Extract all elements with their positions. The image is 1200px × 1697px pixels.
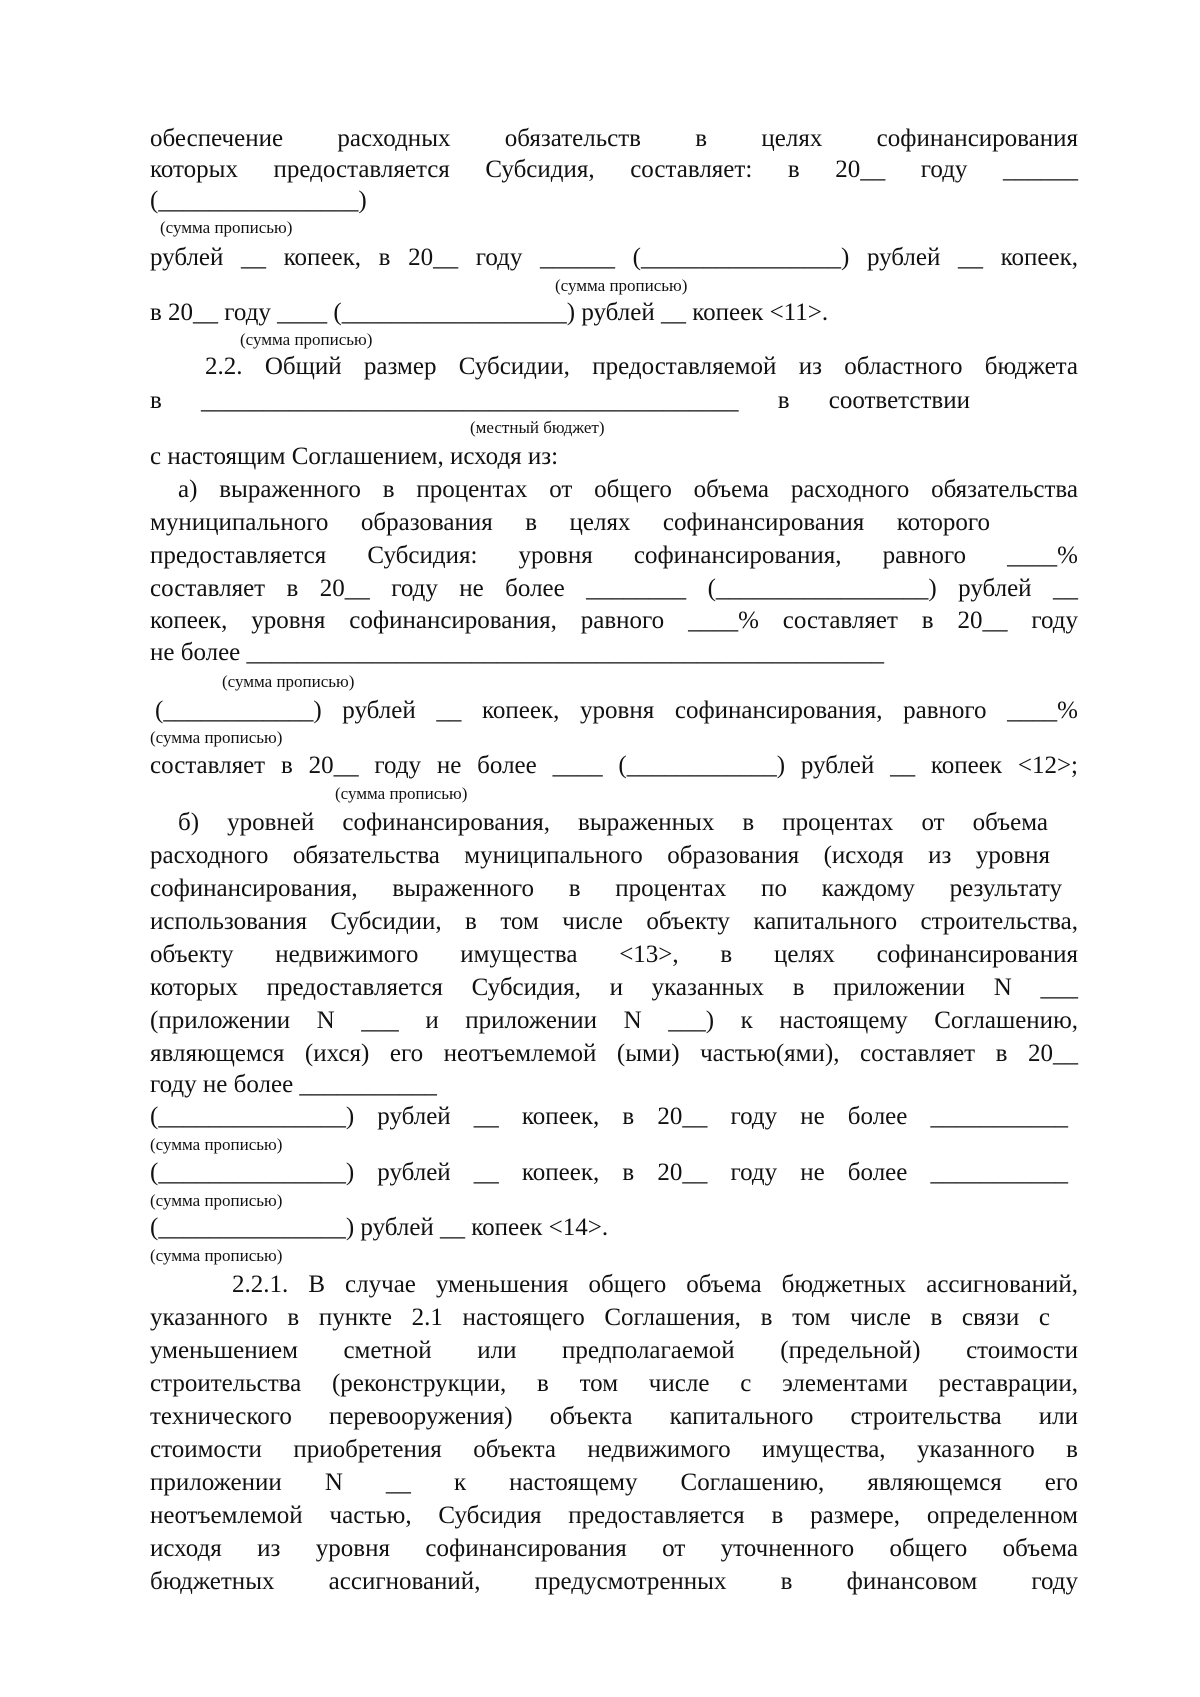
- caption-sum-in-words: (сумма прописью): [150, 1191, 283, 1210]
- text-line: исходя из уровня софинансирования от уточненного общего объема: [150, 1535, 1078, 1562]
- caption-local-budget: (местный бюджет): [470, 418, 605, 437]
- caption-sum-in-words: (сумма прописью): [240, 330, 373, 349]
- caption-sum-in-words: (сумма прописью): [150, 1246, 283, 1265]
- text-line: стоимости приобретения объекта недвижимого имущества, указанного в: [150, 1436, 1078, 1463]
- item-b-first-line: б) уровней софинансирования, выраженных в процентах от объема: [178, 809, 1048, 836]
- text-line: (_______________) рублей __ копеек, в 20__ году не более ___________: [150, 1103, 1068, 1130]
- section-2-2-1-heading: 2.2.1. В случае уменьшения общего объема бюджетных ассигнований,: [232, 1271, 1078, 1298]
- text-line: рублей __ копеек, в 20__ году ______ (________________) рублей __ копеек,: [150, 244, 1078, 271]
- caption-sum-in-words: (сумма прописью): [160, 218, 293, 237]
- text-line: копеек, уровня софинансирования, равного ____% составляет в 20__ году: [150, 607, 1078, 634]
- text-line: в 20__ году ____ (__________________) рублей __ копеек <11>.: [150, 299, 829, 326]
- text-line: (________________): [150, 187, 367, 214]
- caption-sum-in-words: (сумма прописью): [150, 1135, 283, 1154]
- text-line: предоставляется Субсидия: уровня софинансирования, равного ____%: [150, 542, 1078, 569]
- caption-sum-in-words: (сумма прописью): [555, 276, 688, 295]
- caption-sum-in-words: (сумма прописью): [335, 784, 468, 803]
- text-line: указанного в пункте 2.1 настоящего Соглашения, в том числе в связи с: [150, 1304, 1050, 1331]
- text-line: которых предоставляется Субсидия, составляет: в 20__ году ______: [150, 156, 1078, 183]
- section-2-2-heading: 2.2. Общий размер Субсидии, предоставляемой из областного бюджета: [205, 353, 1078, 380]
- text-line: (приложении N ___ и приложении N ___) к настоящему Соглашению,: [150, 1007, 1078, 1034]
- text-line: являющемся (ихся) его неотъемлемой (ыми) частью(ями), составляет в 20__: [150, 1040, 1078, 1067]
- caption-sum-in-words: (сумма прописью): [150, 728, 283, 747]
- text-line: в ___________________________________________ в соответствии: [150, 387, 970, 414]
- text-line: (____________) рублей __ копеек, уровня софинансирования, равного ____%: [155, 697, 1078, 724]
- text-line: бюджетных ассигнований, предусмотренных в финансовом году: [150, 1568, 1078, 1595]
- caption-sum-in-words: (сумма прописью): [222, 672, 355, 691]
- text-line: не более ___________________________________________________: [150, 639, 885, 666]
- text-line: строительства (реконструкции, в том числе с элементами реставрации,: [150, 1370, 1078, 1397]
- text-line: (_______________) рублей __ копеек, в 20__ году не более ___________: [150, 1159, 1068, 1186]
- text-line: обеспечение расходных обязательств в целях софинансирования: [150, 125, 1078, 152]
- text-line: (_______________) рублей __ копеек <14>.: [150, 1214, 609, 1241]
- text-line: объекту недвижимого имущества <13>, в целях софинансирования: [150, 941, 1078, 968]
- text-line: году не более ___________: [150, 1071, 437, 1098]
- text-line: приложении N __ к настоящему Соглашению, являющемся его: [150, 1469, 1078, 1496]
- item-a-first-line: а) выраженного в процентах от общего объема расходного обязательства: [178, 476, 1078, 503]
- text-line: софинансирования, выраженного в процентах по каждому результату: [150, 875, 1062, 902]
- text-line: уменьшением сметной или предполагаемой (предельной) стоимости: [150, 1337, 1078, 1364]
- text-line: которых предоставляется Субсидия, и указанных в приложении N ___: [150, 974, 1078, 1001]
- text-line: с настоящим Соглашением, исходя из:: [150, 443, 559, 470]
- text-line: составляет в 20__ году не более ____ (____________) рублей __ копеек <12>;: [150, 752, 1078, 779]
- text-line: муниципального образования в целях софинансирования которого: [150, 509, 990, 536]
- text-line: неотъемлемой частью, Субсидия предоставляется в размере, определенном: [150, 1502, 1078, 1529]
- text-line: технического перевооружения) объекта капитального строительства или: [150, 1403, 1078, 1430]
- text-line: составляет в 20__ году не более ________ (_________________) рублей __: [150, 575, 1078, 602]
- text-line: использования Субсидии, в том числе объекту капитального строительства,: [150, 908, 1078, 935]
- text-line: расходного обязательства муниципального образования (исходя из уровня: [150, 842, 1050, 869]
